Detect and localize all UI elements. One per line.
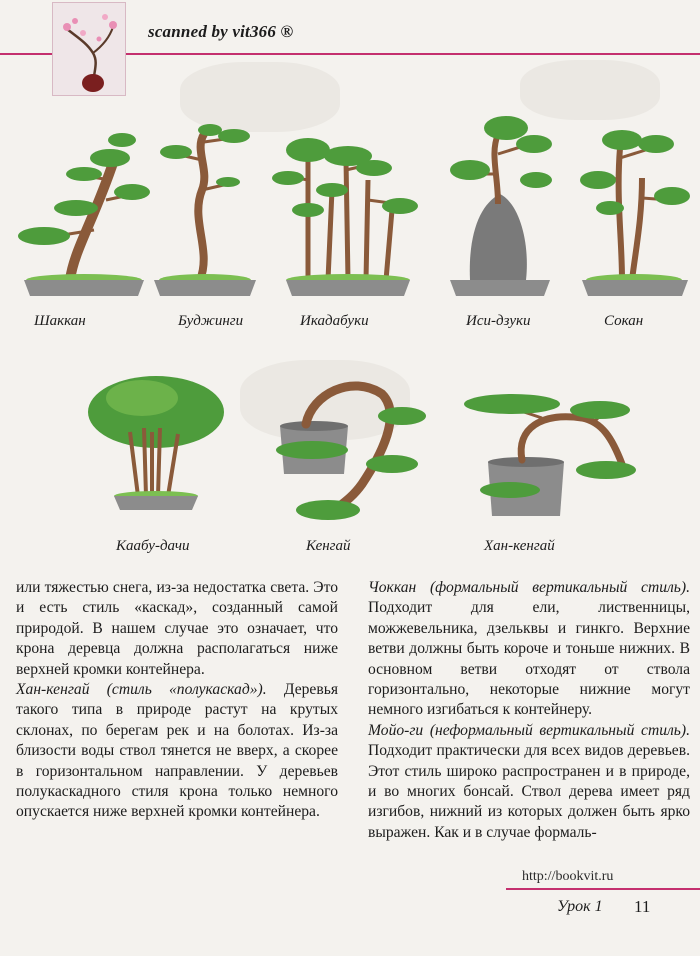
bonsai-figure-han-kengai [452,378,642,529]
watermark-url: http://bookvit.ru [522,869,614,884]
bonsai-figure-kaabu-dachi [82,372,232,525]
bonsai-figure-isi-dzuki [440,114,560,310]
bonsai-figure-shakkan [14,120,154,310]
lesson-label: Урок 1 [557,898,603,915]
figure-caption: Буджинги [178,313,244,329]
bonsai-figure-kengai [272,374,432,529]
page-number: 11 [634,897,651,916]
paragraph-moyogi: Мойо-ги (неформальный вертикальный стиль). Подходит практически для всех видов деревьев. Этот стиль широко распространен и в природе, и во многих бонсай. Ствол дерева имеет ряд изгибов, нижний из которых должен быть ярко выражен. Как и в случае формаль- [368,721,690,841]
bonsai-figure-ikadabuki [268,120,428,310]
style-title-moyogi: Мойо-ги (неформальный вертикальный стиль). [368,721,690,739]
scanned-label: scanned by vit366 ® [148,22,294,41]
paragraph-han-kengai: Хан-кенгай (стиль «полукаскад»). Деревья такого типа в природе растут на крутых склонах, по берегам рек и на болотах. Из-за близости воды ствол тянется не вверх, а скорее в горизонтальном направлении. У деревьев полукаскадного стиля крона только немного опускается ниже верхней кромки контейнера. [16,681,338,821]
paragraph-chokkan: Чоккан (формальный вертикальный стиль). Подходит для ели, лиственницы, можжевельника, дзельквы и гинкго. Верхние ветви должны быть короче и тоньше нижних. В основном ветви отходят от ствола горизонтально, некоторые нижние могут немного изгибаться к контейнеру. [368,579,690,719]
right-text-column [368,578,690,843]
footer-rule [506,888,700,890]
figure-caption: Икадабуки [300,313,369,329]
background-ghost-tree [520,60,660,120]
figure-caption: Сокан [604,313,644,329]
figure-caption: Хан-кенгай [484,538,555,554]
paragraph-cascade: или тяжестью снега, из-за недостатка света. Это и есть стиль «каскад», созданный самой природой. В нашем случае это означает, что крона деревца должна располагаться ниже верхней кромки контейнера. [16,579,338,678]
figure-caption: Иси-дзуки [466,313,531,329]
figure-caption: Кенгай [306,538,351,554]
bonsai-figure-sokan [576,118,696,310]
figure-caption: Каабу-дачи [116,538,190,554]
figure-caption: Шаккан [34,313,86,329]
style-title-han-kengai: Хан-кенгай (стиль «полукаскад»). [16,681,267,699]
style-title-chokkan: Чоккан (формальный вертикальный стиль). [368,579,690,596]
left-text-column [16,578,338,823]
logo-image [52,2,126,96]
bonsai-figure-budzhingi [150,120,260,310]
